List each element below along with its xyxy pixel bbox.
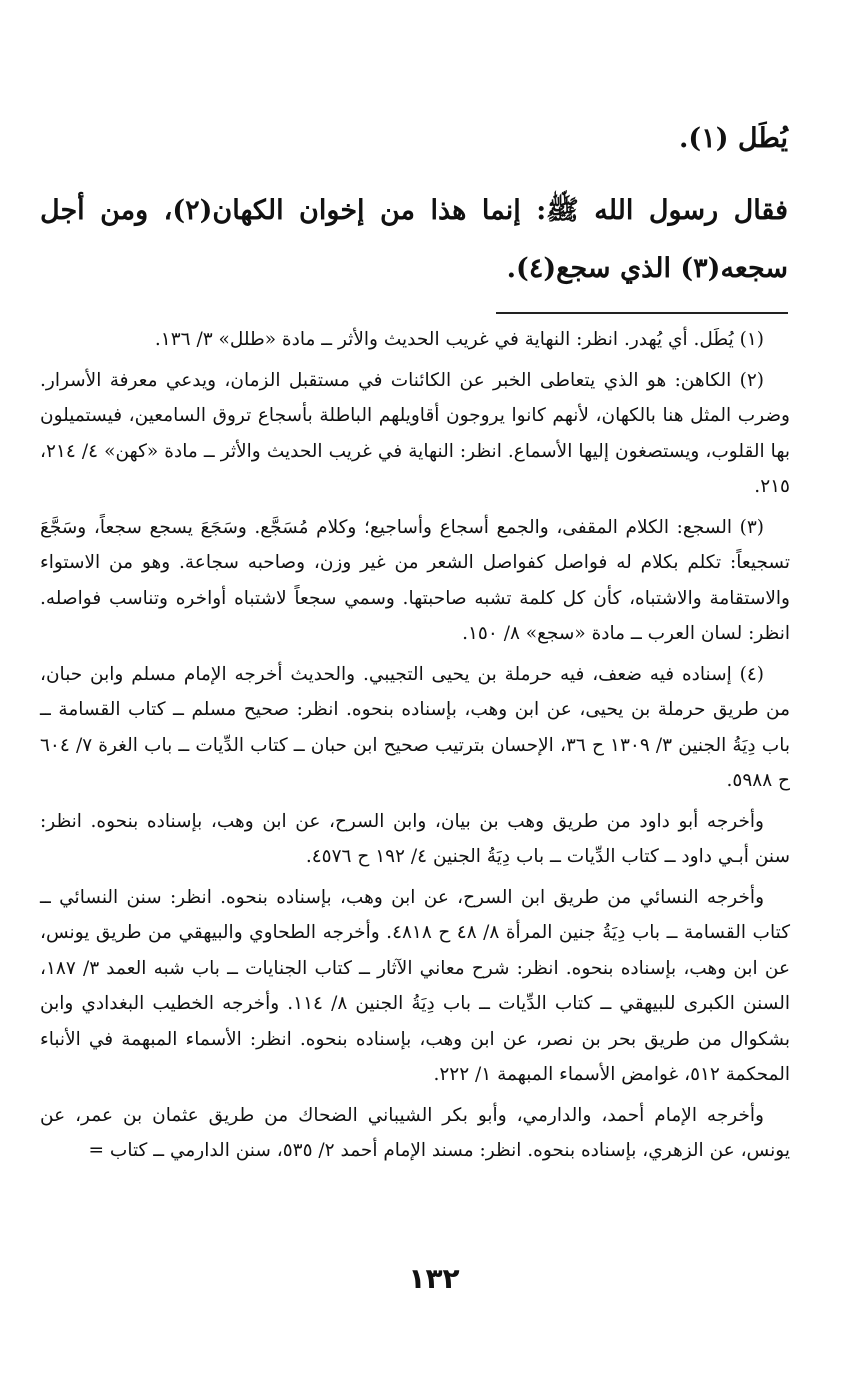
footnote-4: (٤) إسناده فيه ضعف، فيه حرملة بن يحيى التجيبي. والحديث أخرجه الإمام مسلم وابن حبان، من طريق حرملة بن يحيى، عن ابن وهب، بإسناده بنحوه. انظر: صحيح مسلم ــ كتاب القسامة ــ باب دِيَةُ الجنين ٣/ ١٣٠٩ ح ٣٦، الإحسان بترتيب صحيح ابن حبان ــ كتاب الدِّيات ــ باب الغرة ٧/ ٦٠٤ ح ٥٩٨٨. [40, 663, 791, 791]
footnote-1: (١) يُطَل. أي يُهدر. انظر: النهاية في غريب الحديث والأثر ــ مادة «طلل» ٣/ ١٣٦. [154, 329, 764, 350]
main-text-paragraph: فقال رسول الله ﷺ: إنما هذا من إخوان الكهان(٢)، ومن أجل سجعه(٣) الذي سجع(٤). [40, 195, 788, 284]
footnote-4-continuation-abu-dawud: وأخرجه أبو داود من طريق وهب بن بيان، وابن السرح، عن ابن وهب، بإسناده بنحوه. انظر: سنن أبـي داود ــ كتاب الدِّيات ــ باب دِيَةُ الجنين ٤/ ١٩٢ ح ٤٥٧٦. [40, 810, 790, 867]
footnote-4-continuation-nasai: وأخرجه النسائي من طريق ابن السرح، عن ابن وهب، بإسناده بنحوه. انظر: سنن النسائي ــ كتاب القسامة ــ باب دِيَةُ جنين المرأة ٨/ ٤٨ ح ٤٨١٨. وأخرجه الطحاوي والبيهقي من طريق يونس، عن ابن وهب، بإسناده بنحوه. انظر: شرح معاني الآثار ــ كتاب الجنايات ــ باب شبه العمد ٣/ ١٨٧، السنن الكبرى للبيهقي ــ كتاب الدِّيات ــ باب دِيَةُ الجنين ٨/ ١١٤. وأخرجه الخطيب البغدادي وابن بشكوال من طريق بحر بن نصر، عن ابن وهب، بإسناده بنحوه. انظر: الأسماء المبهمة في الأنباء المحكمة ٥١٢، غوامض الأسماء المبهمة ١/ ٢٢٢. [40, 886, 790, 1085]
footnote-4-continuation-ahmad: وأخرجه الإمام أحمد، والدارمي، وأبو بكر الشيباني الضحاك من طريق عثمان بن عمر، عن يونس، عن الزهري، بإسناده بنحوه. انظر: مسند الإمام أحمد ٢/ ٥٣٥، سنن الدارمي ــ كتاب = [40, 1104, 790, 1161]
footnotes [40, 322, 790, 1174]
footnote-2: (٢) الكاهن: هو الذي يتعاطى الخبر عن الكائنات في مستقبل الزمان، ويدعي معرفة الأسرار. وضرب المثل هنا بالكهان، لأنهم كانوا يروجون أقاويلهم الباطلة بأسجاع تروق السامعين، فيستميلون بها القلوب، ويستصغون إليها الأسماع. انظر: النهاية في غريب الحديث والأثر ــ مادة «كهن» ٤/ ٢١٤، ٢١٥. [40, 369, 790, 497]
footnote-3: (٣) السجع: الكلام المقفى، والجمع أسجاع وأساجيع؛ وكلام مُسَجَّع. وسَجَعَ يسجع سجعاً، وسَجَّعَ تسجيعاً: تكلم بكلام له فواصل كفواصل الشعر من غير وزن، وصاحبه سجاعة. وهو من الاستواء والاستقامة والاشتباه، كأن كل كلمة تشبه صاحبتها. وسمي سجعاً لاشتباه أواخره وتناسب فواصله. انظر: لسان العرب ــ مادة «سجع» ٨/ ١٥٠. [40, 516, 790, 644]
main-text [40, 110, 788, 298]
footnote-separator [496, 312, 788, 314]
page-number: ١٣٢ [408, 1262, 460, 1295]
main-text-line-1: يُطَل (١). [679, 123, 788, 154]
